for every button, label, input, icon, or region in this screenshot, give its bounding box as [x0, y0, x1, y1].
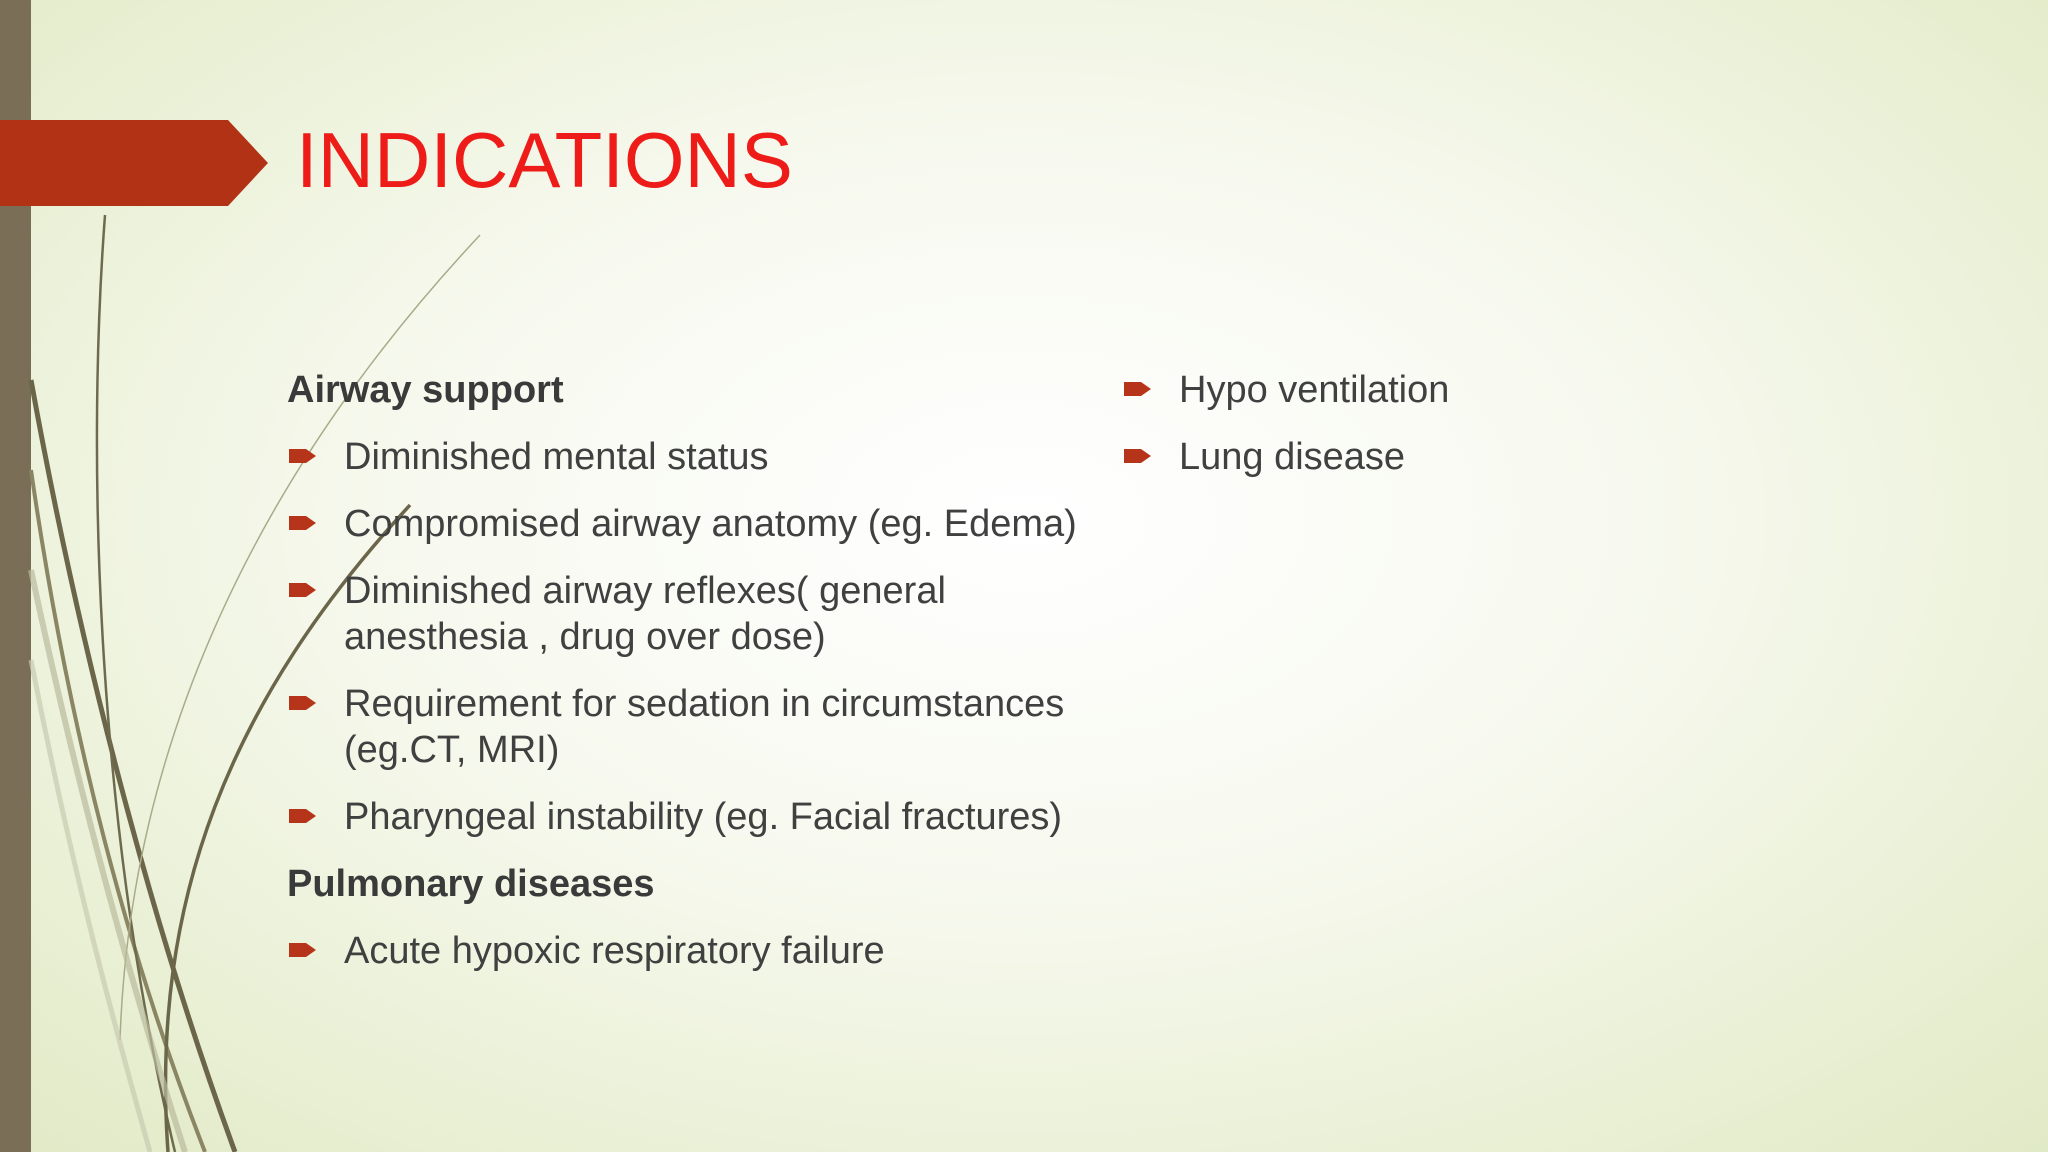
section-heading-pulmonary-diseases: Pulmonary diseases [287, 863, 655, 905]
list-item [287, 928, 1117, 974]
list-item [287, 568, 1117, 660]
title-tab-shape [0, 120, 270, 206]
left-column [287, 367, 1117, 995]
list-item-text: Diminished mental status [344, 436, 769, 478]
list-item-text: Requirement for sedation in circumstances (eg.CT, MRI) [344, 683, 1065, 771]
slide-title: INDICATIONS [296, 116, 793, 204]
right-arrow-icon [289, 513, 317, 533]
list-item [1122, 367, 1822, 413]
list-item-text: Acute hypoxic respiratory failure [344, 930, 885, 972]
right-arrow-icon [1124, 446, 1152, 466]
list-item [287, 794, 1117, 840]
right-column [1122, 367, 1822, 501]
right-arrow-icon [289, 446, 317, 466]
right-arrow-icon [289, 580, 317, 600]
list-item-text: Hypo ventilation [1179, 369, 1450, 411]
list-item [287, 501, 1117, 547]
right-arrow-icon [289, 693, 317, 713]
right-arrow-icon [289, 940, 317, 960]
list-item [287, 681, 1117, 773]
section-heading-airway-support: Airway support [287, 369, 564, 411]
list-item-text: Diminished airway reflexes( general anesthesia , drug over dose) [344, 570, 946, 658]
list-item [287, 434, 1117, 480]
list-item-text: Pharyngeal instability (eg. Facial fractures) [344, 796, 1063, 838]
right-arrow-icon [289, 806, 317, 826]
list-item [1122, 434, 1822, 480]
right-arrow-icon [1124, 379, 1152, 399]
list-item-text: Lung disease [1179, 436, 1406, 478]
list-item-text: Compromised airway anatomy (eg. Edema) [344, 503, 1077, 545]
